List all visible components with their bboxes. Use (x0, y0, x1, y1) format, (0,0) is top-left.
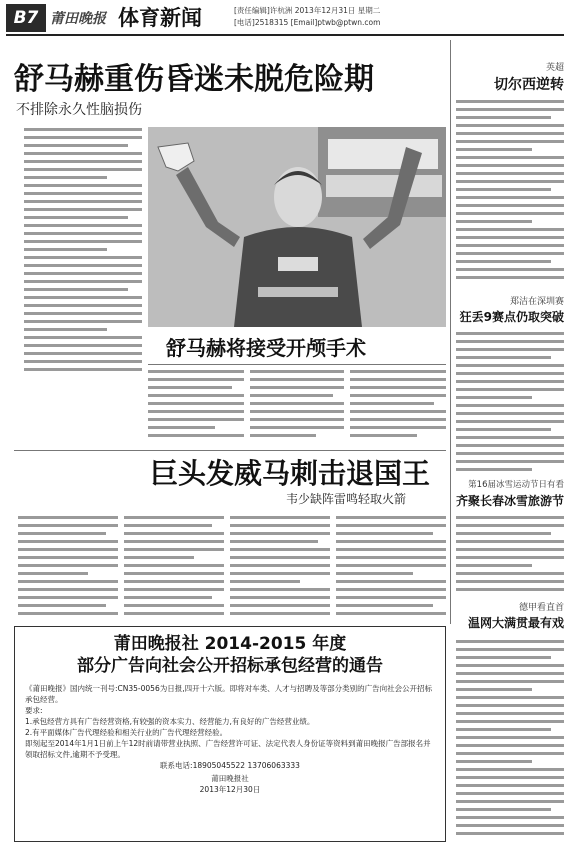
lead-body-col3 (250, 370, 344, 444)
notice-line-2: 要求: (25, 706, 43, 715)
second-subhead: 韦少缺阵雷鸣轻取火箭 (286, 492, 407, 506)
sidebar-item1-kicker: 英超 (545, 63, 564, 73)
banner-rule (148, 364, 446, 365)
notice-sign-1: 莆田晚报社 (211, 774, 249, 783)
sidebar-item2-kicker: 郑洁在深圳赛 (509, 297, 564, 307)
sidebar-item2-head: 狂丢9赛点仍取突破 (459, 310, 564, 324)
schumacher-photo (148, 127, 446, 327)
photo-illustration (148, 127, 446, 327)
notice-title-2: 部分广告向社会公开招标承包经营的通告 (77, 656, 383, 676)
sidebar-item4-head: 温网大满贯最有戏 (467, 616, 564, 630)
masthead-rule (6, 34, 564, 36)
paper-name: 莆田晚报 (50, 11, 106, 27)
second-body-col2 (124, 516, 224, 620)
sidebar-item3-head: 齐聚长春冰雪旅游节 (456, 494, 565, 508)
second-top-rule (14, 450, 446, 451)
page-code-badge (6, 4, 46, 32)
sidebar-item3-body (456, 516, 564, 596)
second-body-col4 (336, 516, 446, 620)
lead-body-col4 (350, 370, 446, 444)
notice-sign-2: 2013年12月30日 (199, 785, 261, 794)
sidebar-item4-kicker: 德甲看直首 (518, 603, 564, 613)
photo-banner: 舒马赫将接受开颅手术 (166, 336, 366, 360)
lead-headline: 舒马赫重伤昏迷未脱危险期 (14, 62, 374, 97)
editor-line-2: [电话]2518315 [Email]ptwb@ptwn.com (234, 18, 381, 27)
notice-body (25, 683, 435, 795)
editor-info (234, 5, 564, 33)
column-divider (450, 40, 451, 624)
notice-line-1: 《莆田晚报》国内统一刊号:CN35-0056为日报,四开十六版。即将对车类、人才与招聘及等部分类别的广告向社会公开招标承包经营。 (25, 684, 433, 704)
sidebar-item1-head: 切尔西逆转 (494, 77, 564, 93)
notice-line-6: 联系电话:18905045522 13706063333 (160, 761, 300, 770)
lead-body-left (24, 128, 142, 380)
notice-title-1: 莆田晚报社 2014-2015 年度 (113, 634, 347, 654)
page-code: B7 (13, 8, 39, 28)
section-title: 体育新闻 (118, 6, 202, 30)
sidebar-item3-kicker: 第16届冰雪运动节日有看 (468, 480, 564, 490)
second-body-col3 (230, 516, 330, 620)
notice-box (14, 626, 446, 842)
lead-body-col2 (148, 370, 244, 444)
notice-line-5: 即刻起至2014年1月1日前上午12时前请带营业执照、广告经营许可证、法定代表人身份证等资料到莆田晚报广告部报名并领取招标文件,逾期不予受理。 (25, 739, 431, 759)
sidebar-item4-body (456, 640, 564, 840)
second-headline: 巨头发威马刺击退国王 (150, 457, 431, 490)
notice-line-4: 2.有平面媒体广告代理经验和相关行业的广告代理经营经验。 (25, 728, 228, 737)
notice-line-3: 1.承包经营方具有广告经营资格,有较强的资本实力、经营能力,有良好的广告经营业绩。 (25, 717, 315, 726)
lead-subhead: 不排除永久性脑损伤 (16, 102, 142, 118)
sidebar-item2-body (456, 332, 564, 476)
sidebar-item1-body (456, 100, 564, 286)
second-body-col1 (18, 516, 118, 620)
editor-line-1: [责任编辑]许杭洲 2013年12月31日 星期二 (234, 6, 381, 15)
